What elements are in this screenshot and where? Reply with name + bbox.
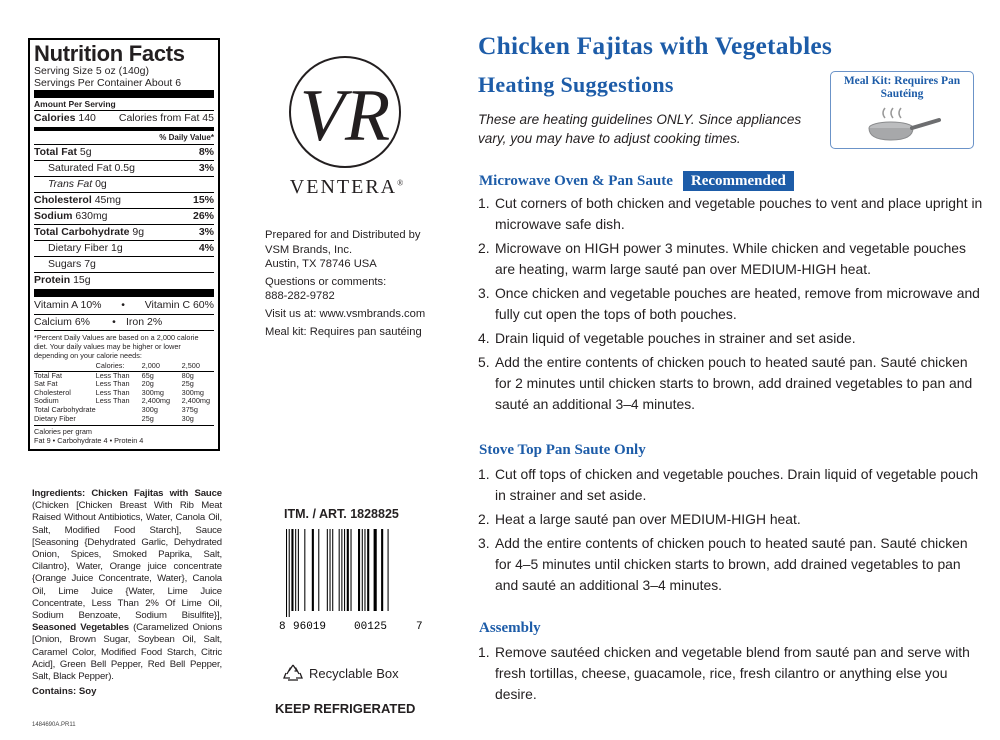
nutrient-label: [34, 145, 92, 160]
nutrient-row: [34, 176, 214, 192]
dv-table-cell: 30g: [181, 413, 194, 423]
nutrient-name: Saturated Fat: [48, 162, 112, 174]
step-text: Remove sautéed chicken and vegetable blend from sauté pan and serve with fresh tortillas, cheese, guacamole, rice, fresh cilantro or anything else you desire.: [495, 644, 970, 702]
amount-per-serving: Amount Per Serving: [34, 99, 116, 109]
daily-value-footnote: *Percent Daily Values are based on a 2,000 calorie diet. Your daily values may be higher or lower depending on your calorie needs:: [34, 333, 199, 360]
step-number: 4.: [478, 330, 490, 346]
step-number: 5.: [478, 354, 490, 370]
nutrient-label: [34, 273, 91, 288]
barcode-digit-right: 7: [416, 621, 423, 631]
dv-table-cell: 65g: [141, 370, 154, 380]
daily-value-table: [34, 362, 214, 423]
ventera-logo-icon: [280, 42, 410, 242]
instruction-step: [478, 193, 983, 235]
dv-table-cell: 2,400mg: [141, 396, 171, 406]
step-number: 3.: [478, 535, 490, 551]
barcode-digit-left: 8: [279, 621, 286, 631]
step-number: 2.: [478, 511, 490, 527]
nutrient-name: Trans Fat: [48, 178, 93, 190]
instruction-step: [478, 283, 983, 325]
nutrient-daily-value: 4%: [198, 242, 214, 254]
saute-pan-icon: [865, 106, 941, 146]
dist-website: Visit us at: www.vsmbrands.com: [265, 307, 426, 320]
dv-table-cell: [34, 362, 96, 371]
barcode-bar: [351, 529, 352, 611]
nutrient-daily-value: 26%: [192, 210, 214, 222]
stove-title: Stove Top Pan Saute Only: [479, 442, 646, 458]
ingredients-text: [32, 488, 222, 683]
nutrient-daily-value: 8%: [198, 146, 214, 158]
nutrient-name: Protein: [34, 274, 71, 286]
calories-per-gram-label: Calories per gram: [34, 427, 92, 437]
stove-steps: [478, 464, 983, 599]
step-text: Cut corners of both chicken and vegetable pouches to vent and place upright in microwave safe dish.: [495, 195, 983, 232]
barcode-bar: [298, 529, 299, 611]
barcode-bar: [295, 529, 296, 611]
nutrient-daily-value: 15%: [192, 194, 214, 206]
nutrient-row: [34, 144, 214, 160]
registered-mark: ®: [397, 178, 406, 188]
nutrient-amount: 9g: [132, 226, 145, 238]
calories-per-gram: [34, 425, 214, 445]
product-title: Chicken Fajitas with Vegetables: [478, 31, 832, 60]
nutrient-label: [48, 241, 123, 256]
instruction-step: [478, 642, 983, 705]
mineral-row: [34, 314, 214, 330]
barcode-bar: [381, 529, 383, 611]
brand-wordmark: VENTERA: [289, 176, 398, 198]
nutrient-amount: 7g: [84, 258, 96, 270]
barcode-bar: [291, 529, 293, 611]
instruction-step: [478, 464, 983, 506]
recyclable-label: [283, 664, 399, 682]
dv-table-row: [34, 415, 214, 424]
meal-kit-label: Meal Kit: Requires Pan Sautéing: [843, 75, 961, 100]
vegetables-name: Seasoned Vegetables: [32, 622, 129, 634]
dist-meal-kit: Meal kit: Requires pan sautéing: [265, 325, 422, 338]
lot-code: 1484690A.PR11: [32, 722, 76, 728]
dist-phone: 888-282-9782: [265, 290, 335, 303]
barcode-bar: [339, 529, 340, 611]
nutrient-label: [34, 225, 144, 240]
bullet: •: [121, 299, 125, 311]
dist-line: Questions or comments:: [265, 275, 387, 288]
heating-title: Heating Suggestions: [478, 72, 674, 97]
recyclable-text: Recyclable Box: [309, 665, 399, 681]
nutrient-name: Total Fat: [34, 146, 77, 158]
assembly-title: Assembly: [479, 620, 541, 636]
nutrient-daily-value: 3%: [198, 162, 214, 174]
barcode-bar: [289, 529, 290, 617]
dv-table-cell: 80g: [181, 370, 194, 380]
step-text: Add the entire contents of chicken pouch to heated sauté pan. Sauté chicken for 2 minutes until chicken starts to brown, add drained vegetables to pan and sauté an additional 3–4 minutes.: [495, 354, 973, 412]
nutrient-row: [34, 224, 214, 240]
step-number: 1.: [478, 466, 490, 482]
barcode-bar: [358, 529, 360, 611]
calories-row: [34, 110, 214, 126]
microwave-section-header: [479, 171, 794, 191]
dv-table-cell: Total Fat: [34, 370, 62, 380]
calories-label: Calories: [34, 112, 76, 124]
barcode-bar: [347, 529, 349, 611]
heating-disclaimer: These are heating guidelines ONLY. Since appliances vary, you may have to adjust cooking times.: [478, 112, 802, 146]
nutrition-facts-panel: [28, 38, 220, 451]
dv-table-cell: Less Than: [95, 387, 130, 397]
recycle-icon: [283, 664, 303, 682]
bullet: •: [112, 316, 116, 328]
nutrient-label: [48, 257, 96, 272]
nutrient-row: [34, 208, 214, 224]
barcode-bar: [332, 529, 333, 611]
step-number: 1.: [478, 644, 490, 660]
nutrient-name: Sodium: [34, 210, 73, 222]
calories-per-gram-values: Fat 9 • Carbohydrate 4 • Protein 4: [34, 436, 144, 446]
daily-value-header: % Daily Value*: [159, 133, 214, 142]
dv-table-cell: 25g: [141, 413, 154, 423]
dv-table-cell: Total Carbohydrate: [34, 404, 96, 414]
divider: [34, 127, 214, 131]
calcium: Calcium 6%: [34, 316, 91, 328]
nutrient-row: [34, 160, 214, 176]
dv-table-cell: 2,400mg: [181, 396, 211, 406]
barcode-icon: [276, 527, 426, 631]
step-text: Heat a large sauté pan over MEDIUM-HIGH heat.: [495, 511, 801, 527]
dv-table-cell: Cholesterol: [34, 387, 71, 397]
step-text: Add the entire contents of chicken pouch to heated sauté pan. Sauté chicken for 4–5 minutes until chicken starts to brown, add drained vegetables to pan and sauté an additional 3–4 minutes.: [495, 535, 968, 593]
nutrient-label: [34, 193, 121, 208]
dv-table-cell: Sat Fat: [34, 379, 58, 389]
nutrient-amount: 5g: [79, 146, 92, 158]
dv-table-cell: Dietary Fiber: [34, 413, 76, 423]
meal-kit-box: [830, 71, 974, 149]
assembly-steps: [478, 642, 983, 708]
dist-line: Austin, TX 78746 USA: [265, 258, 377, 271]
barcode-bar: [330, 529, 331, 611]
nutrient-amount: 1g: [111, 242, 123, 254]
nutrient-row: [34, 192, 214, 208]
vitamin-row: [34, 298, 214, 314]
divider: [34, 289, 214, 297]
barcode-bar: [344, 529, 345, 611]
recommended-badge: Recommended: [683, 171, 794, 191]
step-text: Microwave on HIGH power 3 minutes. While chicken and vegetable pouches are heating, warm large sauté pan over MEDIUM-HIGH heat.: [495, 240, 966, 277]
nutrient-name: Cholesterol: [34, 194, 92, 206]
dv-table-cell: 2,500: [182, 362, 214, 371]
divider: [34, 90, 214, 98]
dv-table-cell: Sodium: [34, 396, 59, 406]
nutrient-row: [34, 240, 214, 256]
instruction-step: [478, 509, 983, 530]
dv-table-row: [34, 362, 214, 371]
barcode-bar: [388, 529, 389, 611]
calories-value: 140: [78, 112, 96, 124]
barcode-bar: [367, 529, 369, 611]
step-number: 1.: [478, 195, 490, 211]
servings-per-container: Servings Per Container About 6: [34, 77, 182, 89]
instruction-step: [478, 238, 983, 280]
allergen-statement: Contains: Soy: [32, 686, 97, 697]
barcode-bar: [304, 529, 305, 611]
dv-table-cell: 25g: [181, 379, 194, 389]
dv-table-cell: Less Than: [95, 379, 130, 389]
iron: Iron 2%: [126, 316, 163, 328]
barcode-bar: [327, 529, 328, 611]
dv-table-cell: 375g: [181, 404, 198, 414]
calories-from-fat: Calories from Fat 45: [118, 112, 214, 124]
nutrient-row: [34, 256, 214, 272]
nutrient-name: Total Carbohydrate: [34, 226, 130, 238]
dv-table-cell: 300mg: [141, 387, 164, 397]
dv-table-cell: Calories:: [96, 362, 142, 371]
assembly-section-header: [479, 620, 541, 637]
nutrient-daily-value: 3%: [198, 226, 214, 238]
microwave-steps: [478, 193, 983, 418]
step-number: 3.: [478, 285, 490, 301]
instruction-step: [478, 533, 983, 596]
barcode-bar: [318, 529, 319, 611]
dv-table-cell: 300g: [141, 404, 158, 414]
sauce-ingredients: (Chicken [Chicken Breast With Rib Meat Raised Without Antibiotics, Water, Canola Oil, Salt, Modified Food Starch], Sauce [Seasoning {Dehydrated Garlic, Dehydrated Onion, Spices, Smoked Paprika, Salt, Cilantro}, Water, Orange juice concentrate {Orange Juice Concentrate, Water}, Canola Oil, Lime Juice {Water, Lime Juice Concentrate, Less Than 2% Of Lime Oil, Sodium Benzoate, Sodium Bisulfite}],: [32, 500, 222, 622]
stove-section-header: [479, 442, 646, 459]
nutrition-title: Nutrition Facts: [34, 41, 185, 66]
dv-table-cell: 20g: [141, 379, 154, 389]
nutrient-row: [34, 272, 214, 288]
nutrient-name: Dietary Fiber: [48, 242, 109, 254]
barcode-digits-group2: 00125: [354, 621, 388, 631]
brand-name: [285, 176, 410, 199]
nutrient-label: [48, 177, 107, 192]
barcode-bar: [286, 529, 287, 617]
logo-monogram: VR: [299, 75, 391, 157]
nutrient-rows: [34, 144, 214, 288]
instruction-step: [478, 328, 983, 349]
nutrient-amount: 15g: [73, 274, 91, 286]
barcode-bar: [341, 529, 342, 611]
dv-table-cell: [96, 406, 142, 415]
dv-table-cell: 2,000: [142, 362, 182, 371]
nutrient-amount: 630mg: [75, 210, 108, 222]
step-text: Drain liquid of vegetable pouches in strainer and set aside.: [495, 330, 856, 346]
nutrient-amount: 0g: [95, 178, 107, 190]
ingredients-label: Ingredients:: [32, 488, 86, 499]
barcode-bar: [362, 529, 363, 611]
dist-line: Prepared for and Distributed by: [265, 229, 421, 241]
distributor-info: [265, 228, 465, 342]
dv-table-cell: 300mg: [181, 387, 204, 397]
dv-table-cell: Less Than: [95, 370, 130, 380]
serving-size: Serving Size 5 oz (140g): [34, 65, 149, 77]
microwave-title: Microwave Oven & Pan Saute: [479, 172, 673, 189]
nutrient-label: [34, 209, 108, 224]
nutrient-amount: 0.5g: [114, 162, 135, 174]
item-number: ITM. / ART. 1828825: [284, 507, 399, 521]
dv-table-cell: Less Than: [95, 396, 130, 406]
barcode-bar: [312, 529, 314, 611]
vegetables-ingredients: (Caramelized Onions [Onion, Brown Sugar, Soybean Oil, Salt, Caramel Color, Modified Food Starch, Citric Acid], Green Bell Pepper, Red Bell Pepper, Salt, Black Pepper).: [32, 622, 223, 683]
nutrient-amount: 45mg: [94, 194, 121, 206]
keep-refrigerated: KEEP REFRIGERATED: [275, 701, 416, 716]
instruction-step: [478, 352, 983, 415]
nutrient-label: [48, 161, 135, 176]
step-number: 2.: [478, 240, 490, 256]
barcode-bar: [374, 529, 377, 611]
dv-table-cell: [96, 415, 142, 424]
step-text: Cut off tops of chicken and vegetable pouches. Drain liquid of vegetable pouch in strainer and set aside.: [495, 466, 979, 503]
vitamin-c: Vitamin C 60%: [144, 299, 214, 311]
barcode-digits-group1: 96019: [293, 621, 327, 631]
step-text: Once chicken and vegetable pouches are heated, remove from microwave and fully cut open the tops of both pouches.: [495, 285, 980, 322]
dist-line: VSM Brands, Inc.: [265, 243, 353, 256]
nutrient-name: Sugars: [48, 258, 82, 270]
vitamin-a: Vitamin A 10%: [34, 299, 102, 311]
barcode-bar: [364, 529, 365, 611]
sauce-name: Chicken Fajitas with Sauce: [91, 488, 222, 499]
